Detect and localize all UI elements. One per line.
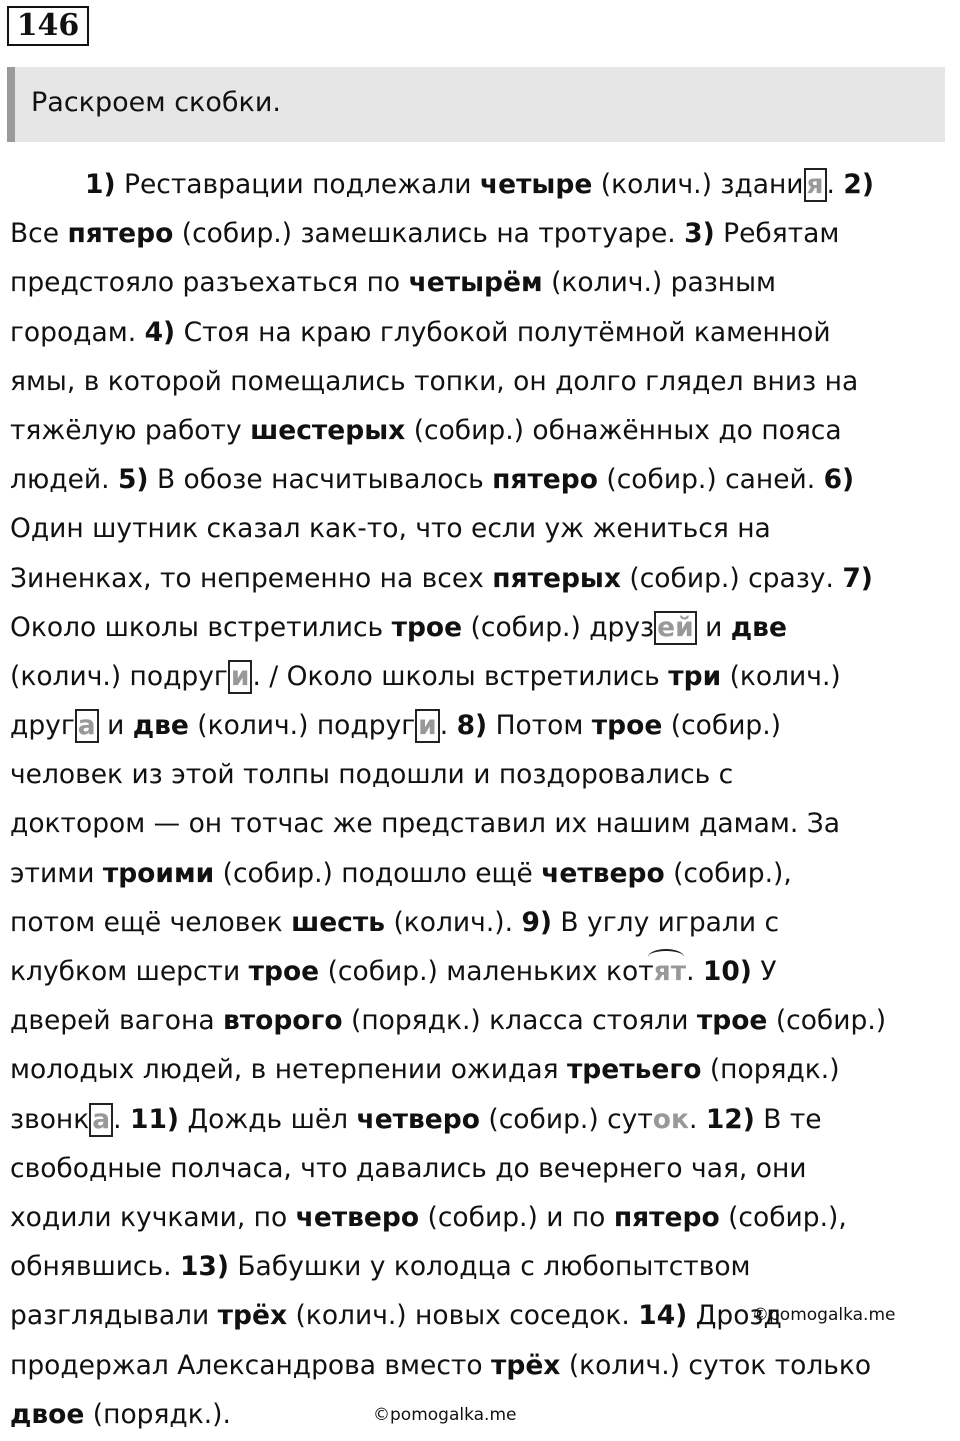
text-run: свободные полчаса, что давались до вечернего чая, они [10, 1152, 807, 1184]
sentence-number: 12) [705, 1103, 755, 1135]
numeral-word: две [730, 611, 787, 643]
text-line [10, 554, 955, 603]
numeral-word: три [668, 660, 722, 692]
text-run: (собир.) замешкались на тротуаре. [173, 218, 685, 250]
text-run: В углу играли с [552, 906, 780, 938]
text-run: (колич.) суток только [560, 1349, 872, 1381]
sentence-number: 6) [823, 464, 855, 496]
numeral-word: трёх [217, 1300, 288, 1332]
text-run: У [751, 956, 777, 987]
text-line [10, 1095, 955, 1144]
numeral-word: трое [696, 1005, 768, 1037]
numeral-word: пятерых [492, 562, 621, 594]
text-line [10, 799, 955, 848]
text-line [10, 947, 955, 996]
text-line [10, 1144, 955, 1193]
word-ending: ок [652, 1103, 689, 1135]
text-run: . [113, 1103, 131, 1135]
text-run: продержал Александрова вместо [10, 1349, 491, 1381]
text-run: (порядк.) [701, 1054, 840, 1086]
text-run: (собир.) саней. [597, 464, 824, 496]
text-run: (собир.), [719, 1201, 847, 1233]
text-run: (колич.) подруг [10, 660, 228, 692]
watermark: ©pomogalka.me [752, 1305, 896, 1325]
numeral-word: второго [223, 1005, 343, 1037]
text-run: ямы, в которой помещались топки, он долго глядел вниз на [10, 365, 859, 397]
text-run: (собир.) [662, 710, 782, 742]
numeral-word: пятеро [492, 464, 598, 496]
text-run: (собир.) подошло ещё [214, 857, 542, 889]
text-run: . [439, 710, 457, 742]
text-run: (порядк.) класса стояли [342, 1005, 697, 1037]
text-run: предстояло разъехаться по [10, 267, 409, 299]
exercise-answer-text [10, 160, 955, 1439]
numeral-word: четверо [541, 857, 665, 889]
text-run: Все [10, 218, 68, 250]
word-ending-boxed: я [804, 168, 827, 202]
numeral-word: третьего [566, 1054, 702, 1086]
text-line [10, 1242, 955, 1291]
word-ending-boxed: и [415, 709, 440, 743]
text-run: . / Около школы встретились [252, 660, 669, 692]
text-run: (собир.) сразу. [620, 562, 843, 594]
text-run: (колич.) разным [542, 267, 777, 299]
text-run: (колич.). [385, 906, 522, 938]
text-run: Дождь шёл [179, 1103, 357, 1135]
numeral-word: шестерых [250, 414, 406, 446]
numeral-word: трое [248, 956, 320, 987]
task-title: Раскроем скобки. [31, 87, 281, 118]
text-run: человек из этой толпы подошли и поздоровались с [10, 759, 734, 791]
text-line [10, 160, 955, 209]
text-line [10, 996, 955, 1045]
numeral-word: пятеро [67, 218, 174, 250]
text-line [10, 849, 955, 898]
text-run: и [696, 611, 731, 643]
text-run: дверей вагона [10, 1005, 223, 1037]
text-run: друг [10, 710, 75, 742]
text-run: (колич.) новых соседок. [287, 1300, 639, 1332]
numeral-word: троими [102, 857, 215, 889]
text-run: (собир.) и по [419, 1201, 614, 1233]
text-run: . [826, 169, 844, 200]
text-run: обнявшись. [10, 1251, 180, 1283]
text-run: (колич.) здани [592, 169, 804, 200]
sentence-number: 11) [130, 1103, 180, 1135]
task-header [7, 67, 945, 142]
text-run: Зиненках, то непременно на всех [10, 562, 493, 594]
text-run: (собир.) [767, 1005, 887, 1037]
watermark: ©pomogalka.me [373, 1405, 517, 1425]
numeral-word: четверо [295, 1201, 420, 1233]
text-line [10, 209, 955, 258]
word-ending-boxed: ей [654, 611, 697, 645]
text-run: . [688, 1103, 706, 1135]
numeral-word: шесть [291, 906, 386, 938]
text-run: В обозе насчитывалось [148, 464, 493, 496]
text-run: ходили кучками, по [10, 1201, 296, 1233]
word-suffix-arc: ят [654, 947, 686, 996]
text-run: Дрозд [687, 1300, 782, 1332]
text-line [10, 504, 955, 553]
text-run: Стоя на краю глубокой полутёмной каменной [175, 316, 831, 348]
text-run: (колич.) подруг [188, 710, 416, 742]
text-run: молодых людей, в нетерпении ожидая [10, 1054, 567, 1086]
text-run: (порядк.). [84, 1398, 231, 1430]
numeral-word: трое [391, 611, 463, 643]
text-run: Около школы встретились [10, 611, 392, 643]
sentence-number: 1) [85, 169, 116, 200]
text-run: доктором — он тотчас же представил их нашим дамам. За [10, 808, 840, 840]
text-line [10, 455, 955, 504]
word-ending-boxed: а [75, 709, 99, 743]
text-run: (собир.), [664, 857, 792, 889]
text-line [10, 652, 955, 701]
text-line [10, 406, 955, 455]
sentence-number: 9) [521, 906, 552, 938]
sentence-number: 2) [843, 169, 874, 200]
text-run: Один шутник сказал как-то, что если уж жениться на [10, 513, 771, 545]
numeral-word: четыре [479, 169, 593, 200]
sentence-number: 7) [842, 562, 873, 594]
sentence-number: 13) [179, 1251, 229, 1283]
sentence-number: 5) [117, 464, 149, 496]
text-run: Бабушки у колодца с любопытством [228, 1251, 751, 1283]
text-run: потом ещё человек [10, 906, 292, 938]
numeral-word: трое [591, 710, 663, 742]
text-run: (собир.) сут [479, 1103, 653, 1135]
text-run: этими [10, 857, 103, 889]
text-run: В те [754, 1103, 822, 1135]
sentence-number: 4) [144, 316, 176, 348]
text-run: разглядывали [10, 1300, 218, 1332]
text-line [10, 750, 955, 799]
word-ending-boxed: и [228, 660, 253, 694]
text-line [10, 898, 955, 947]
numeral-word: четырём [408, 267, 543, 299]
text-line [10, 1045, 955, 1094]
text-line [10, 357, 955, 406]
text-run: . [686, 956, 703, 987]
text-run: (собир.) маленьких кот [319, 956, 654, 987]
text-run: Реставрации подлежали [115, 169, 480, 200]
word-ending-boxed: а [89, 1103, 113, 1137]
text-run: Потом [487, 710, 592, 742]
text-run: Ребятам [714, 218, 840, 250]
text-run: (колич.) [721, 660, 841, 692]
sentence-number: 8) [456, 710, 488, 742]
numeral-word: двое [10, 1398, 85, 1430]
text-run: и [98, 710, 133, 742]
text-line [10, 258, 955, 307]
text-run: клубком шерсти [10, 956, 249, 987]
text-run: (собир.) обнажённых до пояса [405, 414, 842, 446]
text-line [10, 701, 955, 750]
numeral-word: две [132, 710, 189, 742]
text-line [10, 1341, 955, 1390]
text-run: городам. [10, 316, 145, 348]
text-run: людей. [10, 464, 118, 496]
sentence-number: 10) [702, 956, 752, 987]
numeral-word: четверо [356, 1103, 480, 1135]
text-line [10, 1193, 955, 1242]
text-run: звонк [10, 1103, 90, 1135]
sentence-number: 3) [684, 218, 715, 250]
numeral-word: пятеро [613, 1201, 720, 1233]
text-line [10, 603, 955, 652]
text-run: (собир.) друз [462, 611, 655, 643]
numeral-word: трёх [491, 1349, 561, 1381]
text-run: тяжёлую работу [10, 414, 251, 446]
sentence-number: 14) [638, 1300, 688, 1332]
text-line [10, 308, 955, 357]
exercise-number: 146 [7, 6, 89, 46]
